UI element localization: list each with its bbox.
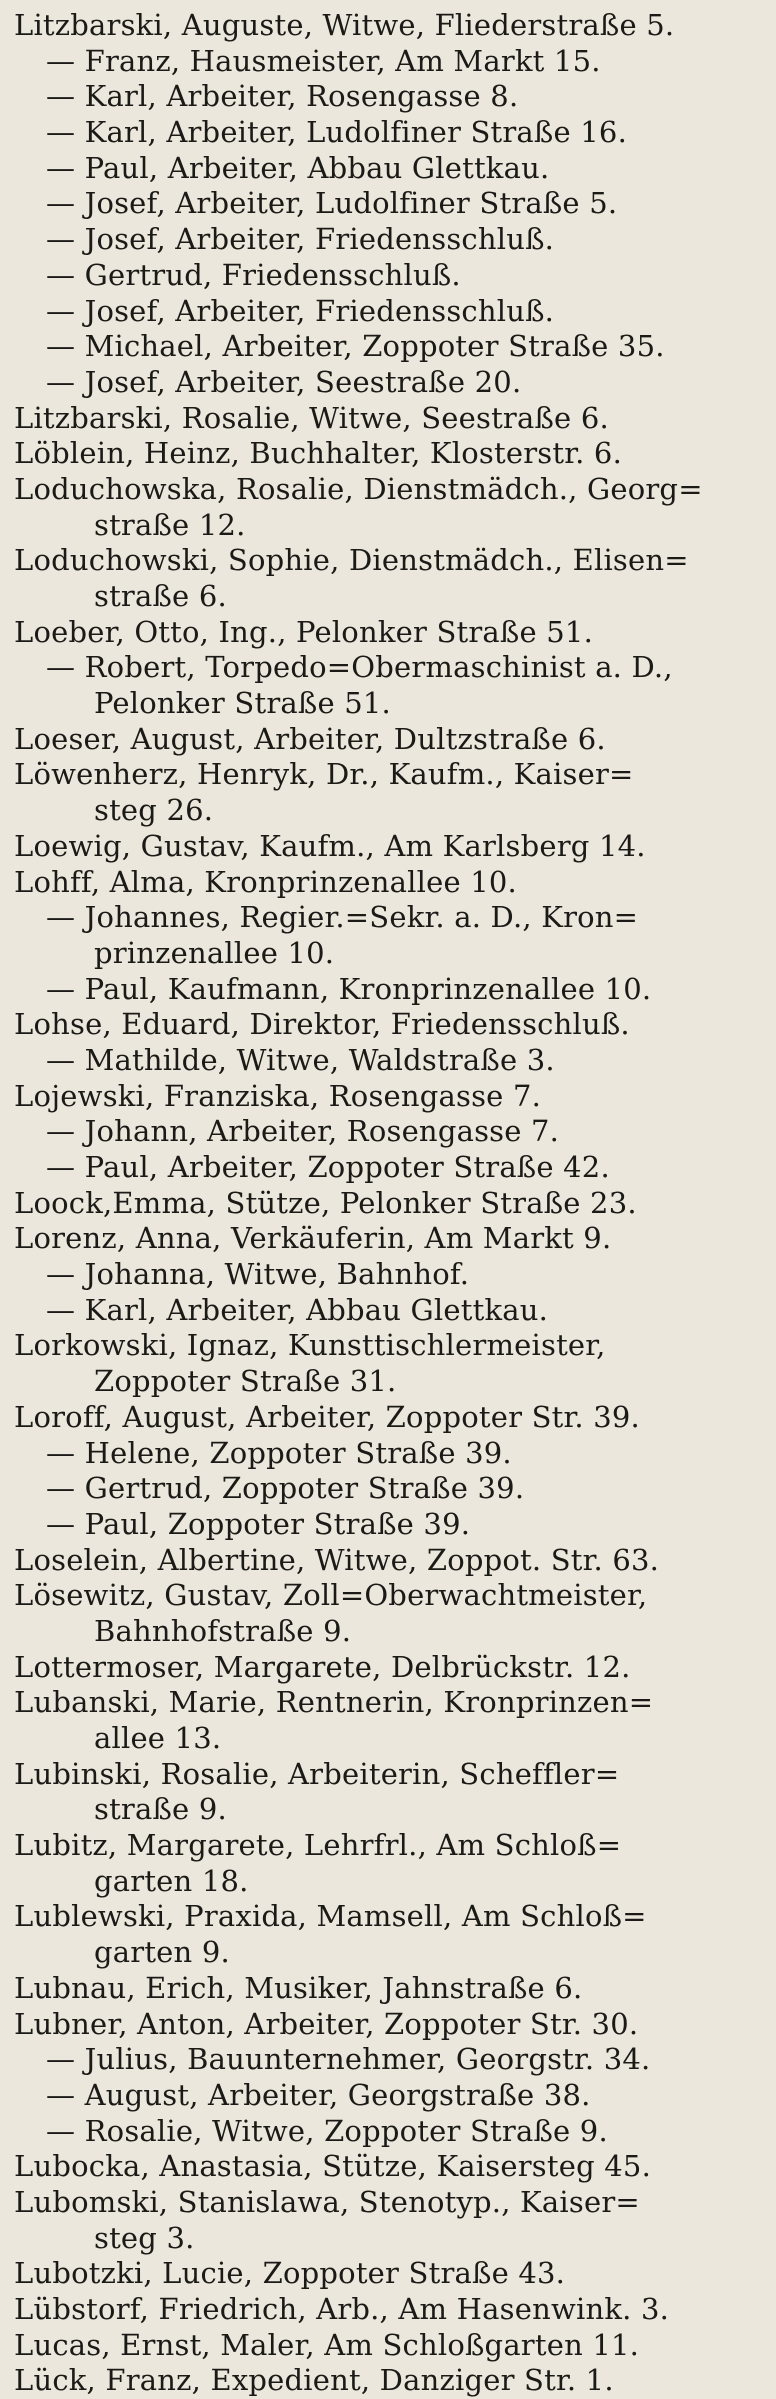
directory-entry-line: — Josef, Arbeiter, Seestraße 20. <box>46 364 522 399</box>
directory-entry-line: Litzbarski, Rosalie, Witwe, Seestraße 6. <box>14 400 609 435</box>
directory-entry-line: Lösewitz, Gustav, Zoll=Oberwachtmeister, <box>14 1578 648 1613</box>
directory-entry-line: Lohse, Eduard, Direktor, Friedensschluß. <box>14 1007 630 1042</box>
directory-entry-line: — Gertrud, Zoppoter Straße 39. <box>46 1471 525 1506</box>
directory-entry-line: — Julius, Bauunternehmer, Georgstr. 34. <box>46 2042 651 2077</box>
directory-entry-line: Lohff, Alma, Kronprinzenallee 10. <box>14 864 517 899</box>
directory-entry-line: — Josef, Arbeiter, Friedensschluß. <box>46 293 555 328</box>
directory-entry-line: — Johanna, Witwe, Bahnhof. <box>46 1257 470 1292</box>
directory-entry-line: — Mathilde, Witwe, Waldstraße 3. <box>46 1042 555 1077</box>
directory-entry-line: Loeser, August, Arbeiter, Dultzstraße 6. <box>14 721 606 756</box>
entry-continuation-line: steg 3. <box>94 2220 195 2255</box>
directory-entry-line: Litzbarski, Auguste, Witwe, Fliederstraße 5. <box>14 8 675 42</box>
directory-entry-line: Loeber, Otto, Ing., Pelonker Straße 51. <box>14 614 593 649</box>
directory-entry-line: Lubomski, Stanislawa, Stenotyp., Kaiser= <box>14 2184 640 2219</box>
entry-continuation-line: Pelonker Straße 51. <box>94 686 391 721</box>
directory-entry-line: — Helene, Zoppoter Straße 39. <box>46 1435 512 1470</box>
directory-entry-line: — Josef, Arbeiter, Ludolfiner Straße 5. <box>46 186 618 221</box>
directory-entry-line: Loroff, August, Arbeiter, Zoppoter Str. 39. <box>14 1399 640 1434</box>
entry-continuation-line: garten 9. <box>94 1935 230 1970</box>
directory-entry-line: Lück, Franz, Expedient, Danziger Str. 1. <box>14 2363 614 2398</box>
directory-entry-line: Lottermoser, Margarete, Delbrückstr. 12. <box>14 1649 631 1684</box>
directory-entry-line: Lubinski, Rosalie, Arbeiterin, Scheffler= <box>14 1756 620 1791</box>
directory-entry-line: Loewig, Gustav, Kaufm., Am Karlsberg 14. <box>14 828 646 863</box>
directory-entry-line: Lübstorf, Friedrich, Arb., Am Hasenwink. 3. <box>14 2292 670 2326</box>
directory-entry-line: — Paul, Arbeiter, Zoppoter Straße 42. <box>46 1150 610 1184</box>
directory-entry-line: — Franz, Hausmeister, Am Markt 15. <box>46 43 601 78</box>
entry-continuation-line: Bahnhofstraße 9. <box>94 1613 352 1648</box>
directory-entry-line: Lorkowski, Ignaz, Kunsttischlermeister, <box>14 1328 606 1363</box>
directory-entry-line: Löblein, Heinz, Buchhalter, Klosterstr. 6. <box>14 436 622 471</box>
directory-entry-line: Loduchowska, Rosalie, Dienstmädch., Georg= <box>14 471 703 506</box>
directory-entry-line: Löwenherz, Henryk, Dr., Kaufm., Kaiser= <box>14 757 634 792</box>
directory-entry-line: Lorenz, Anna, Verkäuferin, Am Markt 9. <box>14 1221 612 1256</box>
directory-entry-line: Lublewski, Praxida, Mamsell, Am Schloß= <box>14 1899 647 1934</box>
entry-continuation-line: straße 12. <box>94 507 246 542</box>
directory-entry-line: — Josef, Arbeiter, Friedensschluß. <box>46 222 555 257</box>
directory-entry-line: Lubotzki, Lucie, Zoppoter Straße 43. <box>14 2256 566 2291</box>
directory-entry-line: Lubner, Anton, Arbeiter, Zoppoter Str. 30. <box>14 2006 639 2041</box>
directory-entry-line: Loselein, Albertine, Witwe, Zoppot. Str. 63. <box>14 1542 660 1577</box>
directory-entry-line: Lubitz, Margarete, Lehrfrl., Am Schloß= <box>14 1828 622 1863</box>
directory-entry-line: Lubanski, Marie, Rentnerin, Kronprinzen= <box>14 1685 654 1720</box>
directory-entry-line: — August, Arbeiter, Georgstraße 38. <box>46 2077 591 2112</box>
directory-entry-line: Lojewski, Franziska, Rosengasse 7. <box>14 1078 542 1113</box>
entry-continuation-line: steg 26. <box>94 793 214 828</box>
directory-entry-line: — Paul, Arbeiter, Abbau Glettkau. <box>46 150 550 185</box>
directory-entry-line: — Karl, Arbeiter, Rosengasse 8. <box>46 79 519 114</box>
entry-continuation-line: prinzenallee 10. <box>94 935 335 970</box>
directory-entry-line: Loock,Emma, Stütze, Pelonker Straße 23. <box>14 1185 637 1220</box>
directory-entry-line: — Rosalie, Witwe, Zoppoter Straße 9. <box>46 2113 608 2148</box>
directory-entry-line: — Johannes, Regier.=Sekr. a. D., Kron= <box>46 900 639 935</box>
directory-entry-line: — Karl, Arbeiter, Ludolfiner Straße 16. <box>46 115 627 150</box>
directory-entry-line: — Robert, Torpedo=Obermaschinist a. D., <box>46 650 673 685</box>
directory-entry-line: Lucas, Ernst, Maler, Am Schloßgarten 11. <box>14 2327 640 2362</box>
directory-entry-line: — Paul, Kaufmann, Kronprinzenallee 10. <box>46 971 652 1006</box>
directory-entry-line: — Paul, Zoppoter Straße 39. <box>46 1506 471 1541</box>
directory-entry-line: — Gertrud, Friedensschluß. <box>46 257 461 292</box>
directory-entry-line: — Michael, Arbeiter, Zoppoter Straße 35. <box>46 329 665 364</box>
directory-entry-line: Loduchowski, Sophie, Dienstmädch., Elisen= <box>14 543 689 578</box>
entry-continuation-line: allee 13. <box>94 1721 222 1755</box>
entry-continuation-line: straße 6. <box>94 579 227 613</box>
directory-entry-line: — Johann, Arbeiter, Rosengasse 7. <box>46 1114 560 1149</box>
directory-entry-line: Lubnau, Erich, Musiker, Jahnstraße 6. <box>14 1970 583 2005</box>
directory-entries <box>14 8 764 2399</box>
entry-continuation-line: garten 18. <box>94 1863 249 1898</box>
directory-entry-line: Lubocka, Anastasia, Stütze, Kaisersteg 45. <box>14 2149 651 2184</box>
entry-continuation-line: straße 9. <box>94 1792 227 1827</box>
entry-continuation-line: Zoppoter Straße 31. <box>94 1364 397 1399</box>
directory-entry-line: — Karl, Arbeiter, Abbau Glettkau. <box>46 1292 549 1327</box>
